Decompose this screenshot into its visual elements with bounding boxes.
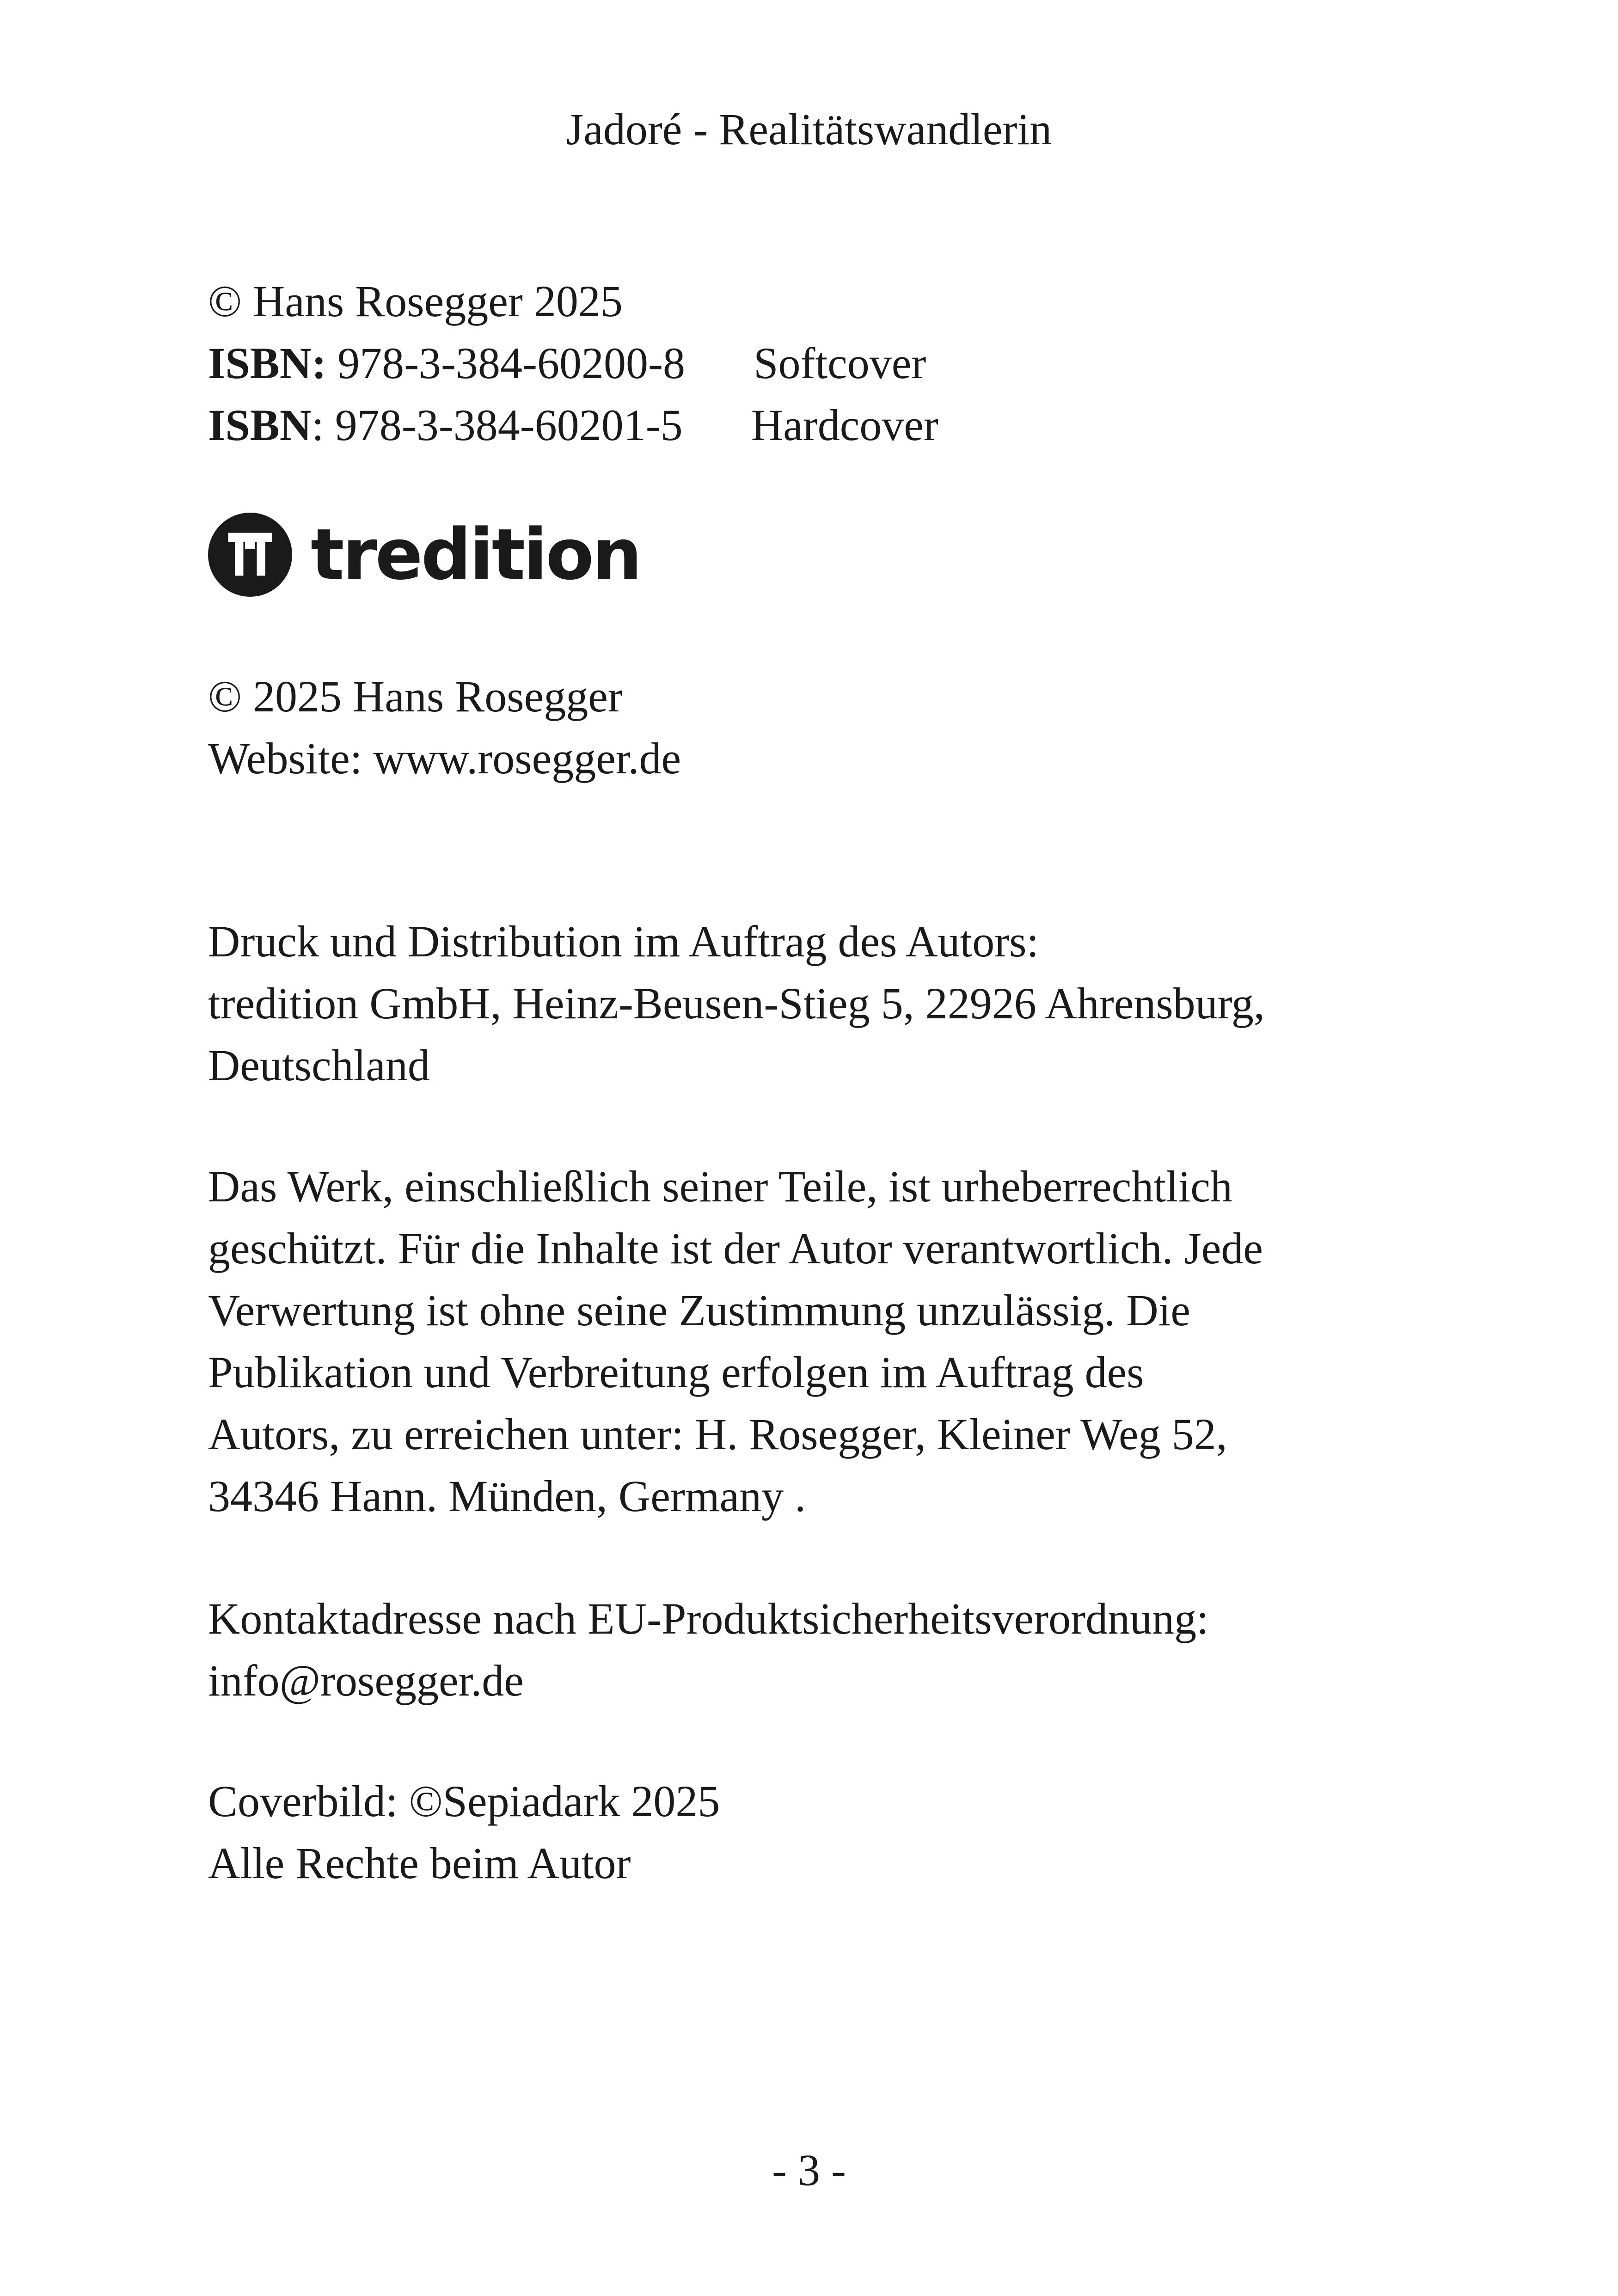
isbn-label: ISBN	[208, 400, 312, 450]
cover-credit-section	[208, 1770, 1456, 1894]
rights-section	[208, 1156, 1456, 1527]
isbn-number: 978-3-384-60200-8	[337, 338, 685, 388]
tredition-logo-icon	[208, 513, 292, 597]
author-copyright-line: © 2025 Hans Rosegger	[208, 672, 623, 721]
rights-line: Publikation und Verbreitung erfolgen im Auftrag des	[208, 1347, 1144, 1397]
rights-line: Das Werk, einschließlich seiner Teile, ist urheberrechtlich	[208, 1162, 1232, 1211]
isbn-hardcover-row	[208, 394, 1456, 456]
rights-line: 34346 Hann. Münden, Germany .	[208, 1471, 806, 1521]
print-distribution-section	[208, 911, 1456, 1096]
cover-credit-line: Coverbild: ©Sepiadark 2025	[208, 1776, 720, 1826]
isbn-format: Softcover	[754, 338, 926, 388]
copyright-section	[208, 270, 1456, 456]
page-number: - 3 -	[772, 2145, 846, 2195]
contact-email: info@rosegger.de	[208, 1656, 524, 1705]
copyright-line: © Hans Rosegger 2025	[208, 276, 623, 326]
isbn-separator: :	[312, 400, 324, 450]
contact-section	[208, 1588, 1456, 1712]
rights-line: Autors, zu erreichen unter: H. Rosegger, Kleiner Weg 52,	[208, 1409, 1227, 1459]
print-line: Deutschland	[208, 1041, 430, 1090]
isbn-softcover-row	[208, 332, 1456, 394]
print-line: tredition GmbH, Heinz-Beusen-Stieg 5, 22926 Ahrensburg,	[208, 979, 1265, 1028]
tredition-wordmark: tredition	[311, 514, 641, 595]
rights-line: geschützt. Für die Inhalte ist der Autor verantwortlich. Jede	[208, 1224, 1263, 1273]
contact-line: Kontaktadresse nach EU-Produktsicherheitsverordnung:	[208, 1594, 1209, 1643]
rights-line: Verwertung ist ohne seine Zustimmung unzulässig. Die	[208, 1286, 1190, 1335]
isbn-number: 978-3-384-60201-5	[335, 400, 683, 450]
print-line: Druck und Distribution im Auftrag des Autors:	[208, 917, 1039, 966]
isbn-format: Hardcover	[751, 400, 938, 450]
publisher-logo	[208, 511, 640, 599]
rights-reserved-line: Alle Rechte beim Autor	[208, 1838, 631, 1888]
isbn-label: ISBN:	[208, 338, 327, 388]
author-section	[208, 666, 1456, 790]
author-website: Website: www.rosegger.de	[208, 734, 681, 783]
running-header: Jadoré - Realitätswandlerin	[566, 104, 1052, 154]
